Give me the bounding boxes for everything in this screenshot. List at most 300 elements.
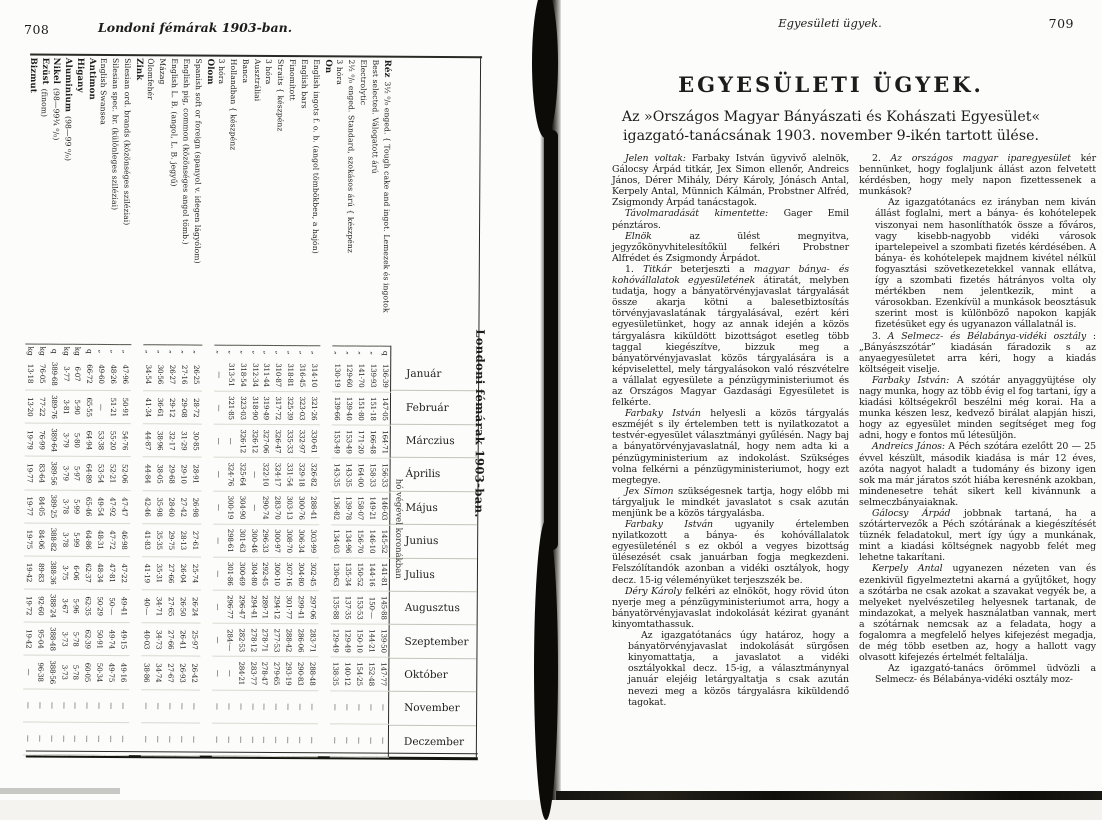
price-cell: 35·35 [154, 524, 166, 557]
right-page-number: 709 [1049, 16, 1074, 31]
italic-lead: Távolmaradását kimentette: [625, 208, 768, 219]
unit-cell: „ [143, 344, 155, 358]
price-cell: 289·71 [260, 591, 272, 624]
paragraph: Farbaky István ugyanily értelemben nyilatkozott a bánya- és kohóvállalatok egyesületénél s ez okból a vegyes bizottság ülésezését csak januárban fogja megkezdeni. Felszólítandók azonban a vidéki osztályok, hogy decz. 15-ig véleményüket terjeszszék be. [612, 519, 849, 586]
price-cell: 26·41 [177, 624, 189, 657]
metal-group-name: Zink [134, 58, 144, 80]
price-cell: — [295, 691, 307, 724]
unit-cell: „ [261, 345, 273, 359]
price-cell: — [224, 690, 236, 723]
price-cell: 158·33 [367, 459, 379, 492]
price-cell: 29·12 [166, 392, 178, 425]
metal-price-table [0, 0, 545, 802]
metal-label: Electrolytic [357, 58, 368, 346]
price-cell: 26·93 [177, 657, 189, 690]
metal-label [203, 57, 215, 345]
price-cell: — [235, 724, 247, 757]
price-cell: — [342, 724, 354, 757]
price-cell: 292·45 [260, 558, 272, 591]
price-cell: 304·80 [248, 558, 260, 591]
month-label: Julius [390, 557, 477, 591]
left-page-number: 708 [24, 22, 49, 37]
month-label: Május [390, 490, 477, 524]
unit-cell: „ [356, 346, 368, 360]
unit-cell: kg [37, 344, 49, 358]
price-cell: — [176, 690, 188, 723]
price-cell: — [23, 722, 35, 755]
right-running-title: Egyesületi ügyek. [710, 16, 950, 30]
price-cell: 164·71 [379, 426, 391, 459]
price-cell: 3·73 [59, 623, 71, 656]
price-cell: 19·42 [24, 556, 36, 589]
price-cell: — [23, 656, 35, 689]
dotted-leader [67, 163, 68, 342]
price-cell: 26·42 [188, 657, 200, 690]
price-cell: 146·03 [378, 492, 390, 525]
price-cell: 50·34 [94, 656, 106, 689]
price-cell: 147·05 [379, 393, 391, 426]
price-cell: 27·65 [165, 590, 177, 623]
price-cell: 77·22 [36, 391, 48, 424]
price-cell: 50·— [106, 590, 118, 623]
price-cell: — [235, 690, 247, 723]
price-cell: 3·67 [59, 590, 71, 623]
price-cell: 314·10 [308, 359, 320, 392]
price-cell: 51·21 [107, 391, 119, 424]
price-cell: — [117, 690, 129, 723]
price-cell: — [271, 691, 283, 724]
month-label: Junius [390, 524, 477, 558]
subtitle-line-2: igazgató-tanácsának 1903. november 9-ikén tartott ülése. [580, 127, 1082, 146]
price-cell: — [365, 691, 377, 724]
price-cell: 303·99 [307, 525, 319, 558]
metal-group-name: Higany [75, 58, 85, 93]
price-cell: 306·34 [296, 525, 308, 558]
scan-blot-bottom [534, 520, 558, 820]
price-cell: 308·70 [284, 525, 296, 558]
price-cell: 389·56 [48, 457, 60, 490]
dotted-leader [185, 247, 186, 343]
price-cell: 62·39 [82, 623, 94, 656]
price-cell: 26·25 [190, 359, 202, 392]
price-cell: 27·42 [178, 491, 190, 524]
price-cell: 323·03 [237, 392, 249, 425]
month-label: Márczius [391, 424, 478, 458]
price-cell: 27·66 [165, 624, 177, 657]
price-cell: — [354, 691, 366, 724]
price-cell: 294·41 [248, 591, 260, 624]
price-cell: 331·54 [284, 459, 296, 492]
price-cell: 296·77 [224, 591, 236, 624]
price-cell: 5·99 [71, 524, 83, 557]
dotted-leader [279, 134, 280, 343]
dotted-leader [244, 85, 246, 343]
price-cell: 153·53 [354, 592, 366, 625]
price-cell: — [271, 724, 283, 757]
article-subtitle [580, 108, 1082, 146]
price-cell: 145·88 [378, 592, 390, 625]
price-cell: 27·61 [189, 524, 201, 557]
metal-label: 3 hóra [263, 57, 274, 345]
price-cell: 49·60 [96, 358, 108, 391]
price-cell: 147·77 [377, 658, 389, 691]
unit-cell: „ [108, 344, 120, 358]
metal-label: Silesian ord. brands (közönséges sziléziai) [121, 56, 132, 344]
subtitle-line-1: Az »Országos Magyar Bányászati és Kohászati Egyesület« [580, 108, 1082, 127]
price-cell: — [248, 491, 260, 524]
text-column-right [859, 153, 1096, 708]
price-cell: 19·75 [24, 523, 36, 556]
price-cell: 13·18 [25, 357, 37, 390]
price-cell: 26·98 [189, 491, 201, 524]
dotted-leader [78, 99, 79, 342]
paragraph: Jex Simon szükségesnek tartja, hogy előbb mi tárgyaljuk le mindkét javaslatot s csak azután menjünk be a közös tárgyalásba. [612, 486, 849, 519]
price-cell: 130·19 [332, 359, 344, 392]
right-page [560, 0, 1102, 800]
price-cell: 318·54 [237, 359, 249, 392]
paragraph: Farbaky István: A szótár anyaggyüjtése oly nagy munka, hogy az több évig el fog tartani, így a kiadási költségekről beszélni még korai. Ha a munka készen lesz, kedvező birálat alapján hiszi, hogy az egyesület minden segítséget meg fog adni, hogy e fontos mű létesüljön. [859, 375, 1096, 442]
price-cell: 41·34 [143, 391, 155, 424]
price-cell: — [153, 690, 165, 723]
price-cell: 26·50 [177, 591, 189, 624]
metal-label [26, 56, 38, 344]
price-cell: — [249, 458, 261, 491]
price-cell: — [283, 724, 295, 757]
italic-lead: Jex Simon [625, 486, 673, 497]
dotted-leader [232, 152, 233, 342]
price-cell: 171·20 [355, 426, 367, 459]
price-cell: 3·73 [58, 656, 70, 689]
unit-cell: „ [309, 345, 321, 359]
unit-cell: „ [214, 345, 226, 359]
paragraph: Az igazgatótanács ez irányban nem kiván állást foglalni, mert a bánya- és kohótelepek viszonyai nem hasonlíthatók össze a főváros, vagy kisebb-nagyobb vidéki városok ipartelepeivel a szombati fizetés kérdésében. A bánya- és kohótelepek majdnem kivétel nélkül fogyasztási szövetkezetekkel vannak ellátva, így a szombati fizetés hátrányos volta oly mértékben nem jelentkezik, mint a városokban. Ezenkívül a munkások beosztásuk szerint most is különböző napokon kapják fizetésüket egy és ugyanazon vállalatnál is. [875, 197, 1096, 330]
price-cell: — [164, 723, 176, 756]
italic-lead: Andreics János: [872, 441, 945, 452]
price-cell: 129·60 [344, 359, 356, 392]
article-title: EGYESÜLETI ÜGYEK. [560, 72, 1102, 97]
price-cell: 158·07 [355, 492, 367, 525]
price-cell: 296·33 [260, 525, 272, 558]
dotted-leader [90, 106, 91, 342]
dotted-leader [338, 87, 340, 344]
price-cell: 388·48 [47, 623, 59, 656]
price-cell: 288·42 [283, 624, 295, 657]
metal-label: Hollandban { készpénz [227, 57, 238, 345]
price-cell: 47·47 [119, 491, 131, 524]
price-cell: 310·87 [273, 359, 285, 392]
unit-cell: „ [273, 345, 285, 359]
metal-label: 2½ ⁰/₀ enged. Standard, szokásos árú { készpénz [345, 57, 356, 345]
metal-label [321, 57, 333, 345]
price-cell: 53·38 [95, 424, 107, 457]
price-cell: 48·31 [95, 524, 107, 557]
price-cell: — [330, 691, 342, 724]
left-page [0, 0, 543, 800]
price-cell: — [213, 524, 225, 557]
price-cell: 156·70 [355, 525, 367, 558]
price-cell: 41·83 [142, 524, 154, 557]
price-cell: 304·80 [295, 558, 307, 591]
price-cell: 326·47 [273, 425, 285, 458]
price-cell: 40·03 [141, 623, 153, 656]
price-cell: 3·77 [60, 358, 72, 391]
price-cell: 332·97 [296, 425, 308, 458]
price-cell: — [213, 558, 225, 591]
price-cell: 47·81 [106, 557, 118, 590]
metal-label: Nikel (98—99¾ ⁰/₀) [50, 56, 62, 344]
price-cell: 32·17 [166, 425, 178, 458]
price-cell: — [213, 458, 225, 491]
price-cell: 326·12 [237, 425, 249, 458]
unit-cell: q [84, 344, 96, 358]
metal-group-name: Nikel [51, 58, 61, 84]
month-label: Február [391, 390, 478, 424]
price-cell: — [259, 724, 271, 757]
scan-blot-middle [544, 130, 558, 550]
price-cell: 301·77 [283, 591, 295, 624]
price-cell: 326·12 [249, 425, 261, 458]
price-cell: 89·83 [35, 556, 47, 589]
price-cell: 301·63 [236, 525, 248, 558]
dotted-leader [161, 87, 163, 343]
italic-lead: magyar bánya- és kohóvállalatok egyesületének [612, 264, 849, 286]
price-cell: — [225, 425, 237, 458]
price-cell: 31·29 [178, 425, 190, 458]
price-cell: 13·20 [25, 391, 37, 424]
month-label: November [389, 691, 476, 725]
price-cell: — [353, 724, 365, 757]
unit-cell: „ [344, 345, 356, 359]
unit-cell: kg [25, 343, 37, 357]
price-cell: 389·68 [48, 358, 60, 391]
price-cell: 26·24 [189, 591, 201, 624]
price-cell: 35·98 [154, 491, 166, 524]
metal-group-name: Ólom [205, 59, 215, 85]
price-cell: 137·35 [342, 592, 354, 625]
price-cell: — [213, 425, 225, 458]
month-label: Október [389, 658, 476, 692]
unit-cell: „ [190, 345, 202, 359]
price-cell: — [306, 724, 318, 757]
price-cell: 299·41 [295, 591, 307, 624]
price-cell: 135·88 [331, 591, 343, 624]
price-cell: 389·76 [48, 391, 60, 424]
price-cell: 55·20 [107, 424, 119, 457]
price-cell: — [153, 723, 165, 756]
text-column-left [612, 153, 849, 708]
price-cell: 278·12 [248, 624, 260, 657]
italic-lead: Gálocsy Árpád [872, 508, 950, 519]
price-cell: 5·90 [72, 391, 84, 424]
italic-lead: A Selmecz- és Bélabánya-vidéki osztály [888, 331, 1086, 342]
price-cell: 46·98 [118, 524, 130, 557]
price-cell: 304·90 [237, 491, 249, 524]
price-cell: 44·87 [143, 425, 155, 458]
price-cell: 38·86 [141, 657, 153, 690]
price-cell: 282·53 [236, 624, 248, 657]
price-cell: 311·44 [261, 359, 273, 392]
price-cell: 154·25 [354, 658, 366, 691]
italic-lead: Déry Károly [625, 586, 682, 597]
price-cell: 19·77 [24, 490, 36, 523]
price-cell: — [377, 691, 389, 724]
price-cell: 95·04 [35, 623, 47, 656]
price-cell: 318·81 [285, 359, 297, 392]
italic-lead: Titkár [643, 264, 671, 275]
dotted-leader [55, 142, 56, 341]
unit-cell: „ [238, 345, 250, 359]
price-cell: 52·06 [119, 458, 131, 491]
price-cell: 60·05 [82, 656, 94, 689]
metal-label: 3 hóra [334, 57, 345, 345]
price-cell: 143·35 [331, 459, 343, 492]
price-cell: 3·78 [59, 490, 71, 523]
dotted-leader [267, 86, 269, 343]
scan-smudge [0, 788, 120, 794]
price-cell: 326·82 [308, 459, 320, 492]
dotted-leader [291, 103, 292, 343]
price-cell: 28·91 [190, 458, 202, 491]
price-cell: 284·21 [236, 657, 248, 690]
price-cell: — [105, 723, 117, 756]
dotted-leader [102, 127, 103, 342]
dotted-leader [374, 176, 375, 344]
price-cell: 335·33 [284, 425, 296, 458]
price-cell: 153·49 [343, 426, 355, 459]
price-cell: — [259, 690, 271, 723]
price-cell: 34·54 [143, 358, 155, 391]
unit-cell: „ [155, 344, 167, 358]
price-cell: 156·33 [379, 459, 391, 492]
paragraph: Az igazgató-tanács örömmel üdvözli a Selmecz- és Bélabánya-vidéki osztály moz- [875, 663, 1096, 685]
scan-bottom-edge [556, 791, 1102, 800]
price-cell: 141·70 [356, 360, 368, 393]
price-cell: 284·— [224, 624, 236, 657]
price-cell: — [212, 657, 224, 690]
price-cell: 29·08 [178, 392, 190, 425]
month-label: Szeptember [389, 624, 476, 658]
paragraph: Távolmaradását kimentette: Gager Emil pénztáros. [612, 208, 849, 230]
price-cell: 42·46 [142, 491, 154, 524]
price-cell: 5·78 [70, 656, 82, 689]
unit-cell: „ [368, 346, 380, 360]
price-cell: 300·97 [272, 525, 284, 558]
metal-label [85, 56, 97, 344]
price-cell: 19·42 [23, 623, 35, 656]
price-cell: 5·80 [72, 424, 84, 457]
price-cell: 29·75 [166, 524, 178, 557]
price-cell: 34·71 [153, 590, 165, 623]
price-cell: 389·64 [48, 424, 60, 457]
price-cell: — [46, 689, 58, 722]
metal-group-name: Aluminium [63, 58, 73, 112]
price-cell: — [212, 624, 224, 657]
price-cell: — [58, 689, 70, 722]
metal-group-name: Bizmut [28, 58, 38, 93]
price-cell: 53·54 [95, 457, 107, 490]
price-cell: 136·39 [379, 360, 391, 393]
unit-cell: „ [167, 344, 179, 358]
price-cell: 323·03 [296, 392, 308, 425]
unit-cell: „ [96, 344, 108, 358]
metal-label: English pig, common (közönséges angol tömb.) [180, 56, 191, 344]
price-cell: 47·92 [107, 491, 119, 524]
metal-label: Spanish soft or foreign (spanyol v. idegen lágyólom) [192, 57, 203, 345]
price-cell: 294·12 [272, 591, 284, 624]
price-cell: 49·54 [95, 491, 107, 524]
price-cell: 302·45 [307, 558, 319, 591]
price-cell: 26·04 [177, 557, 189, 590]
price-cell: 293·19 [283, 657, 295, 690]
price-cell: 324·17 [272, 458, 284, 491]
price-cell: — [223, 723, 235, 756]
italic-lead: Farbaky István: [872, 375, 949, 386]
price-cell: 290·74 [260, 492, 272, 525]
price-cell: 152·48 [366, 658, 378, 691]
dotted-leader [220, 86, 222, 343]
price-cell: 6·07 [72, 358, 84, 391]
price-cell: — [82, 723, 94, 756]
metal-label: Silesian spec. br. (különleges sziléziai) [109, 56, 120, 344]
paragraph: Farbaky István helyesli a közös tárgyalás eszméjét s ily értelemben tett is nyilatkozatot a testvér-egyesület választmányi gyűlésén. Nagy baj a bányatörvényjavaslatnál, hogy nem adta ki a pénzügyministerium az indokolást. Szükséges volna felkérni a pénzügyministeriumot, hogy ezt megtegye. [612, 408, 849, 486]
price-cell: 38·05 [154, 458, 166, 491]
price-cell: 50·91 [94, 623, 106, 656]
price-cell: 27·66 [165, 557, 177, 590]
metal-label: English ingots f. o. b. (angol tömbökben, a hajón) [310, 57, 321, 345]
italic-lead: Farbaky István [625, 519, 713, 530]
price-cell: 28·60 [166, 491, 178, 524]
price-cell: 288·48 [307, 658, 319, 691]
price-cell: 30·56 [155, 358, 167, 391]
price-cell: 47·96 [119, 358, 131, 391]
unit-cell: q [49, 344, 61, 358]
metal-label: 3 hóra [216, 57, 227, 345]
price-cell: 388·56 [47, 656, 59, 689]
price-cell: 64·86 [83, 524, 95, 557]
metal-label: Réz 3½ ⁰/₀ enged. { Tough cake and ingot. Lemezek és ingotok [380, 58, 392, 346]
unit-cell: „ [332, 345, 344, 359]
price-cell: 279·65 [271, 657, 283, 690]
unit-cell: „ [285, 345, 297, 359]
metal-label: English L. B. (angol, L. B. jegyű) [168, 56, 179, 344]
price-cell: 301·86 [224, 558, 236, 591]
price-cell: 84·05 [36, 490, 48, 523]
dotted-leader [126, 227, 127, 342]
price-cell: 278·47 [259, 657, 271, 690]
paragraph: Kerpely Antal ugyanezen nézeten van és ezenkivül figyelmeztetni akarná a gyűjtőket, hogy a szótárba ne csak azokat a szavakat vegyék be, a melyeket nyelvészetileg helyesnek tartanak, de mindazokat, a melyek használatban vannak, mert a szótárnak nemcsak az a feladata, hogy a fogalomra a megfelelő helyes kifejezést megadja, de még több esetben az, hogy a hallott vagy olvasott kifejezés értelmét feltalálja. [859, 563, 1096, 663]
price-cell: 3·79 [60, 457, 72, 490]
price-cell: 38·96 [154, 425, 166, 458]
price-cell: 66·72 [84, 358, 96, 391]
price-cell: 76·05 [37, 358, 49, 391]
price-cell: — [141, 723, 153, 756]
unit-cell: kg [72, 344, 84, 358]
price-cell: 388·36 [47, 557, 59, 590]
unit-note: hó végével koronákban [393, 479, 404, 579]
price-cell: — [82, 689, 94, 722]
price-cell: — [46, 722, 58, 755]
price-cell: 329·18 [296, 459, 308, 492]
dotted-leader [114, 212, 115, 342]
price-cell: 150·10 [354, 625, 366, 658]
metal-label: Ólomfehér [145, 56, 156, 344]
price-cell: 318·90 [249, 392, 261, 425]
price-cell: 283·71 [307, 624, 319, 657]
price-cell: 300·69 [236, 558, 248, 591]
price-cell: — [58, 722, 70, 755]
price-cell: 325·39 [285, 392, 297, 425]
price-cell: 47·72 [107, 524, 119, 557]
